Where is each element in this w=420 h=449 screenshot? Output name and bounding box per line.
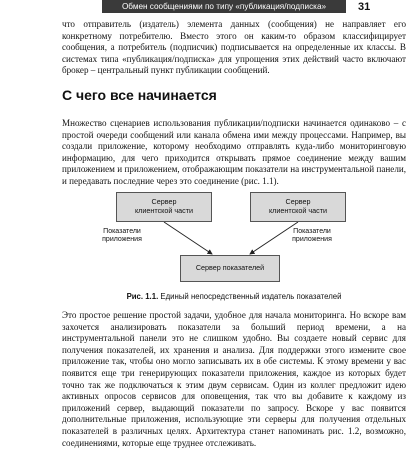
frontend-server-box-left bbox=[116, 192, 212, 222]
edge-label-right-line-1: Показатели bbox=[293, 228, 331, 235]
figure-caption-text: Единый непосредственный издатель показателей bbox=[160, 292, 342, 301]
box-left-line-1: Сервер bbox=[151, 197, 177, 207]
metrics-server-box bbox=[180, 255, 280, 282]
edge-label-right-line-2: приложения bbox=[292, 236, 332, 244]
page-header bbox=[0, 0, 420, 15]
closing-paragraph: Это простое решение простой задачи, удобное для начала мониторинга. Но вскоре вам захочется анализировать показатели за больший период времени, а на инструментальной панели это не слишком удобно. Вы создаете новый сервис для получения показателей, их хранения и анализа. Для поддержки этого измените свое приложение так, чтобы оно могло записывать их в обе системы. К этому времени у вас появится еще три генерирующих показатели приложения, каждое из которых будет точно так же подключаться к этим двум сервисам. Один из коллег предложит идею активных опросов сервисов для оповещения, так что вы добавите к каждому из приложений сервер, выдающий показатели по запросу. Вскоре у вас появится дополнительные приложения, использующие эти серверы для получения отдельных показателей в различных целях. Архитектура станет напоминать рис. 1.2, возможно, соединениями, которые еще труднее отслеживать. bbox=[62, 310, 406, 448]
frontend-server-box-right bbox=[250, 192, 346, 222]
figure-caption-number: Рис. 1.1. bbox=[126, 292, 159, 301]
edge-label-left-line-2: приложения bbox=[102, 236, 142, 244]
figure-caption bbox=[62, 292, 406, 302]
intro-paragraph: что отправитель (издатель) элемента данных (сообщения) не направляет его конкретному потребителю. Вместо этого он каким-то образом классифицирует сообщения, а потребитель (подписчик) подписывается на определенные их классы. В системах типа «публикация/подписка» для упрощения этих действий часто включают брокер – центральный пункт публикации сообщений. bbox=[62, 19, 406, 76]
box-right-line-1: Сервер bbox=[285, 197, 311, 207]
figure-diagram bbox=[62, 192, 406, 288]
edge-label-left-line-1: Показатели bbox=[103, 228, 141, 235]
box-right-line-2: клиентской части bbox=[268, 206, 328, 215]
edge-label-right bbox=[282, 228, 342, 245]
page-number: 31 bbox=[358, 1, 371, 13]
connector-left-to-bottom bbox=[164, 222, 212, 254]
box-left-line-2: клиентской части bbox=[134, 206, 194, 215]
section-paragraph: Множество сценариев использования публикации/подписки начинается одинаково – с простой очереди сообщений или канала обмена ими между процессами. Например, вы создали приложение, которому необходимо отправлять куда-либо мониторинговую информацию, для чего приходится открывать прямое соединение между вашим приложением и приложением, отображающим показатели на инструментальной панели, и передавать последние через это соединение (рис. 1.1). bbox=[62, 118, 406, 186]
metrics-server-label: Сервер показателей bbox=[195, 263, 265, 273]
running-title: Обмен сообщениями по типу «публикация/подписка» bbox=[121, 2, 327, 11]
section-heading: С чего все начинается bbox=[62, 87, 217, 103]
edge-label-left bbox=[92, 228, 152, 245]
